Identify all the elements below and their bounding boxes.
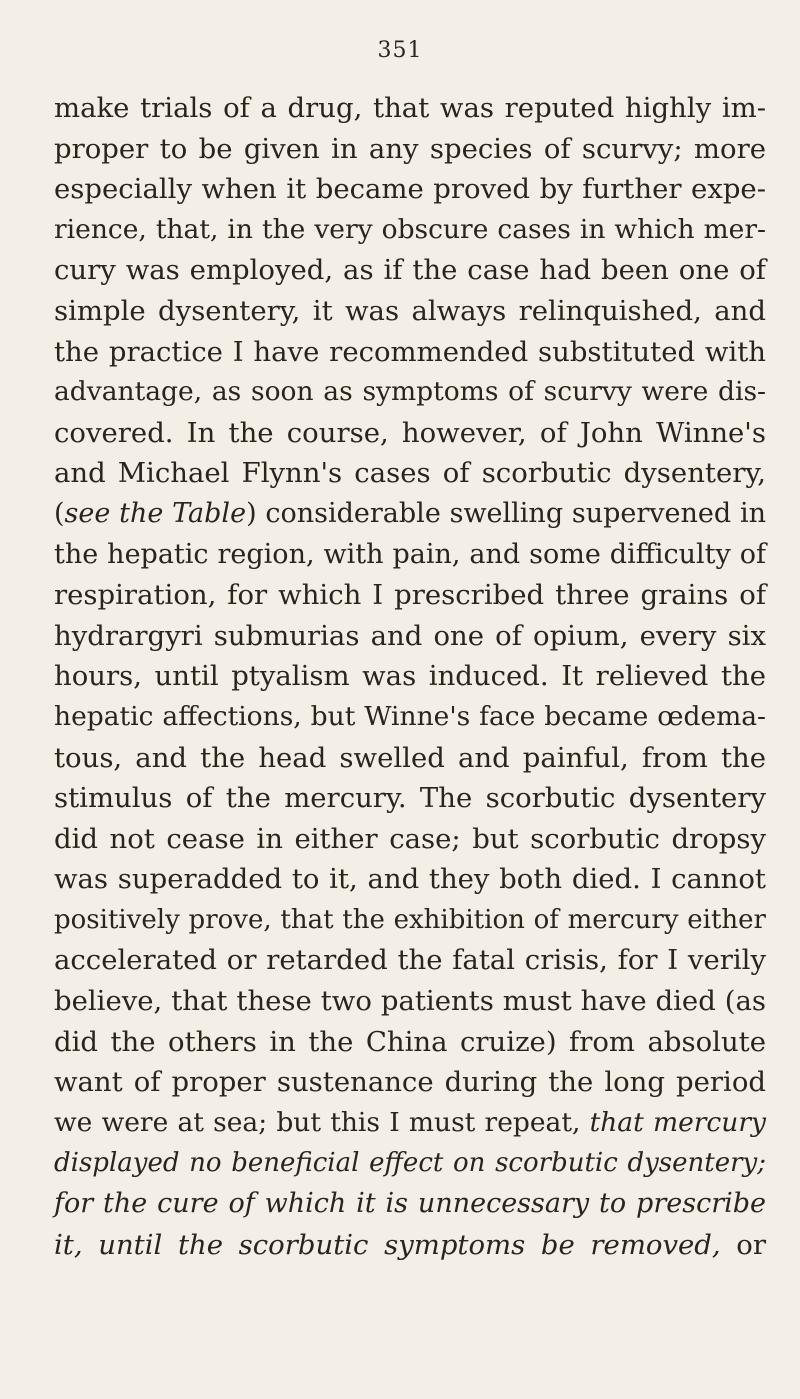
text-line: the practice I have recommended substituted with bbox=[54, 335, 766, 368]
text-line bbox=[54, 1143, 766, 1184]
page-number: 351 bbox=[377, 38, 423, 63]
text-line bbox=[54, 494, 766, 535]
text-line: did not cease in either case; but scorbutic dropsy bbox=[54, 822, 766, 855]
text-line: rience, that, in the very obscure cases in which mer- bbox=[54, 213, 766, 245]
text-line: tous, and the head swelled and painful, from the bbox=[54, 741, 766, 774]
text-segment: ( bbox=[54, 497, 65, 529]
body-text bbox=[54, 88, 766, 1265]
text-line: advantage, as soon as symptoms of scurvy were dis- bbox=[54, 376, 766, 408]
text-line: hepatic affections, but Winne's face became œdema- bbox=[54, 700, 766, 732]
italic-text: it, until the scorbutic symptoms be removed, bbox=[54, 1228, 721, 1261]
text-segment: or bbox=[720, 1228, 766, 1261]
italic-text: see the Table bbox=[64, 497, 247, 529]
text-line: stimulus of the mercury. The scorbutic dysentery bbox=[54, 782, 766, 815]
text-line bbox=[54, 1225, 766, 1266]
text-line: positively prove, that the exhibition of mercury either bbox=[54, 904, 766, 935]
text-line: make trials of a drug, that was reputed highly im- bbox=[54, 92, 766, 124]
text-line: the hepatic region, with pain, and some difficulty of bbox=[54, 538, 766, 570]
italic-text: that mercury bbox=[589, 1106, 766, 1138]
text-line: and Michael Flynn's cases of scorbutic dysentery, bbox=[54, 457, 766, 490]
text-line: proper to be given in any species of scurvy; more bbox=[54, 132, 766, 165]
text-line: was superadded to it, and they both died. I cannot bbox=[54, 863, 766, 896]
text-line: respiration, for which I prescribed three grains of bbox=[54, 579, 766, 612]
text-line: accelerated or retarded the fatal crisis, for I verily bbox=[54, 944, 766, 977]
text-line: simple dysentery, it was always relinquished, and bbox=[54, 294, 766, 327]
text-line: covered. In the course, however, of John Winne's bbox=[54, 416, 766, 449]
text-line bbox=[54, 1103, 766, 1144]
text-line: cury was employed, as if the case had been one of bbox=[54, 254, 766, 287]
text-line: did the others in the China cruize) from absolute bbox=[54, 1025, 766, 1058]
italic-text: displayed no beneficial effect on scorbutic dysentery; bbox=[54, 1148, 766, 1179]
text-segment: we were at sea; but this I must repeat, bbox=[54, 1106, 590, 1138]
text-segment: ) considerable swelling supervened in bbox=[246, 497, 766, 529]
text-line: hours, until ptyalism was induced. It relieved the bbox=[54, 660, 766, 693]
italic-text: for the cure of which it is unnecessary to prescribe bbox=[54, 1188, 766, 1220]
text-line: believe, that these two patients must have died (as bbox=[54, 985, 766, 1018]
text-line bbox=[54, 1184, 766, 1225]
text-line: especially when it became proved by further expe- bbox=[54, 173, 766, 206]
text-line: hydrargyri submurias and one of opium, every six bbox=[54, 619, 766, 652]
text-line: want of proper sustenance during the long period bbox=[54, 1066, 766, 1099]
